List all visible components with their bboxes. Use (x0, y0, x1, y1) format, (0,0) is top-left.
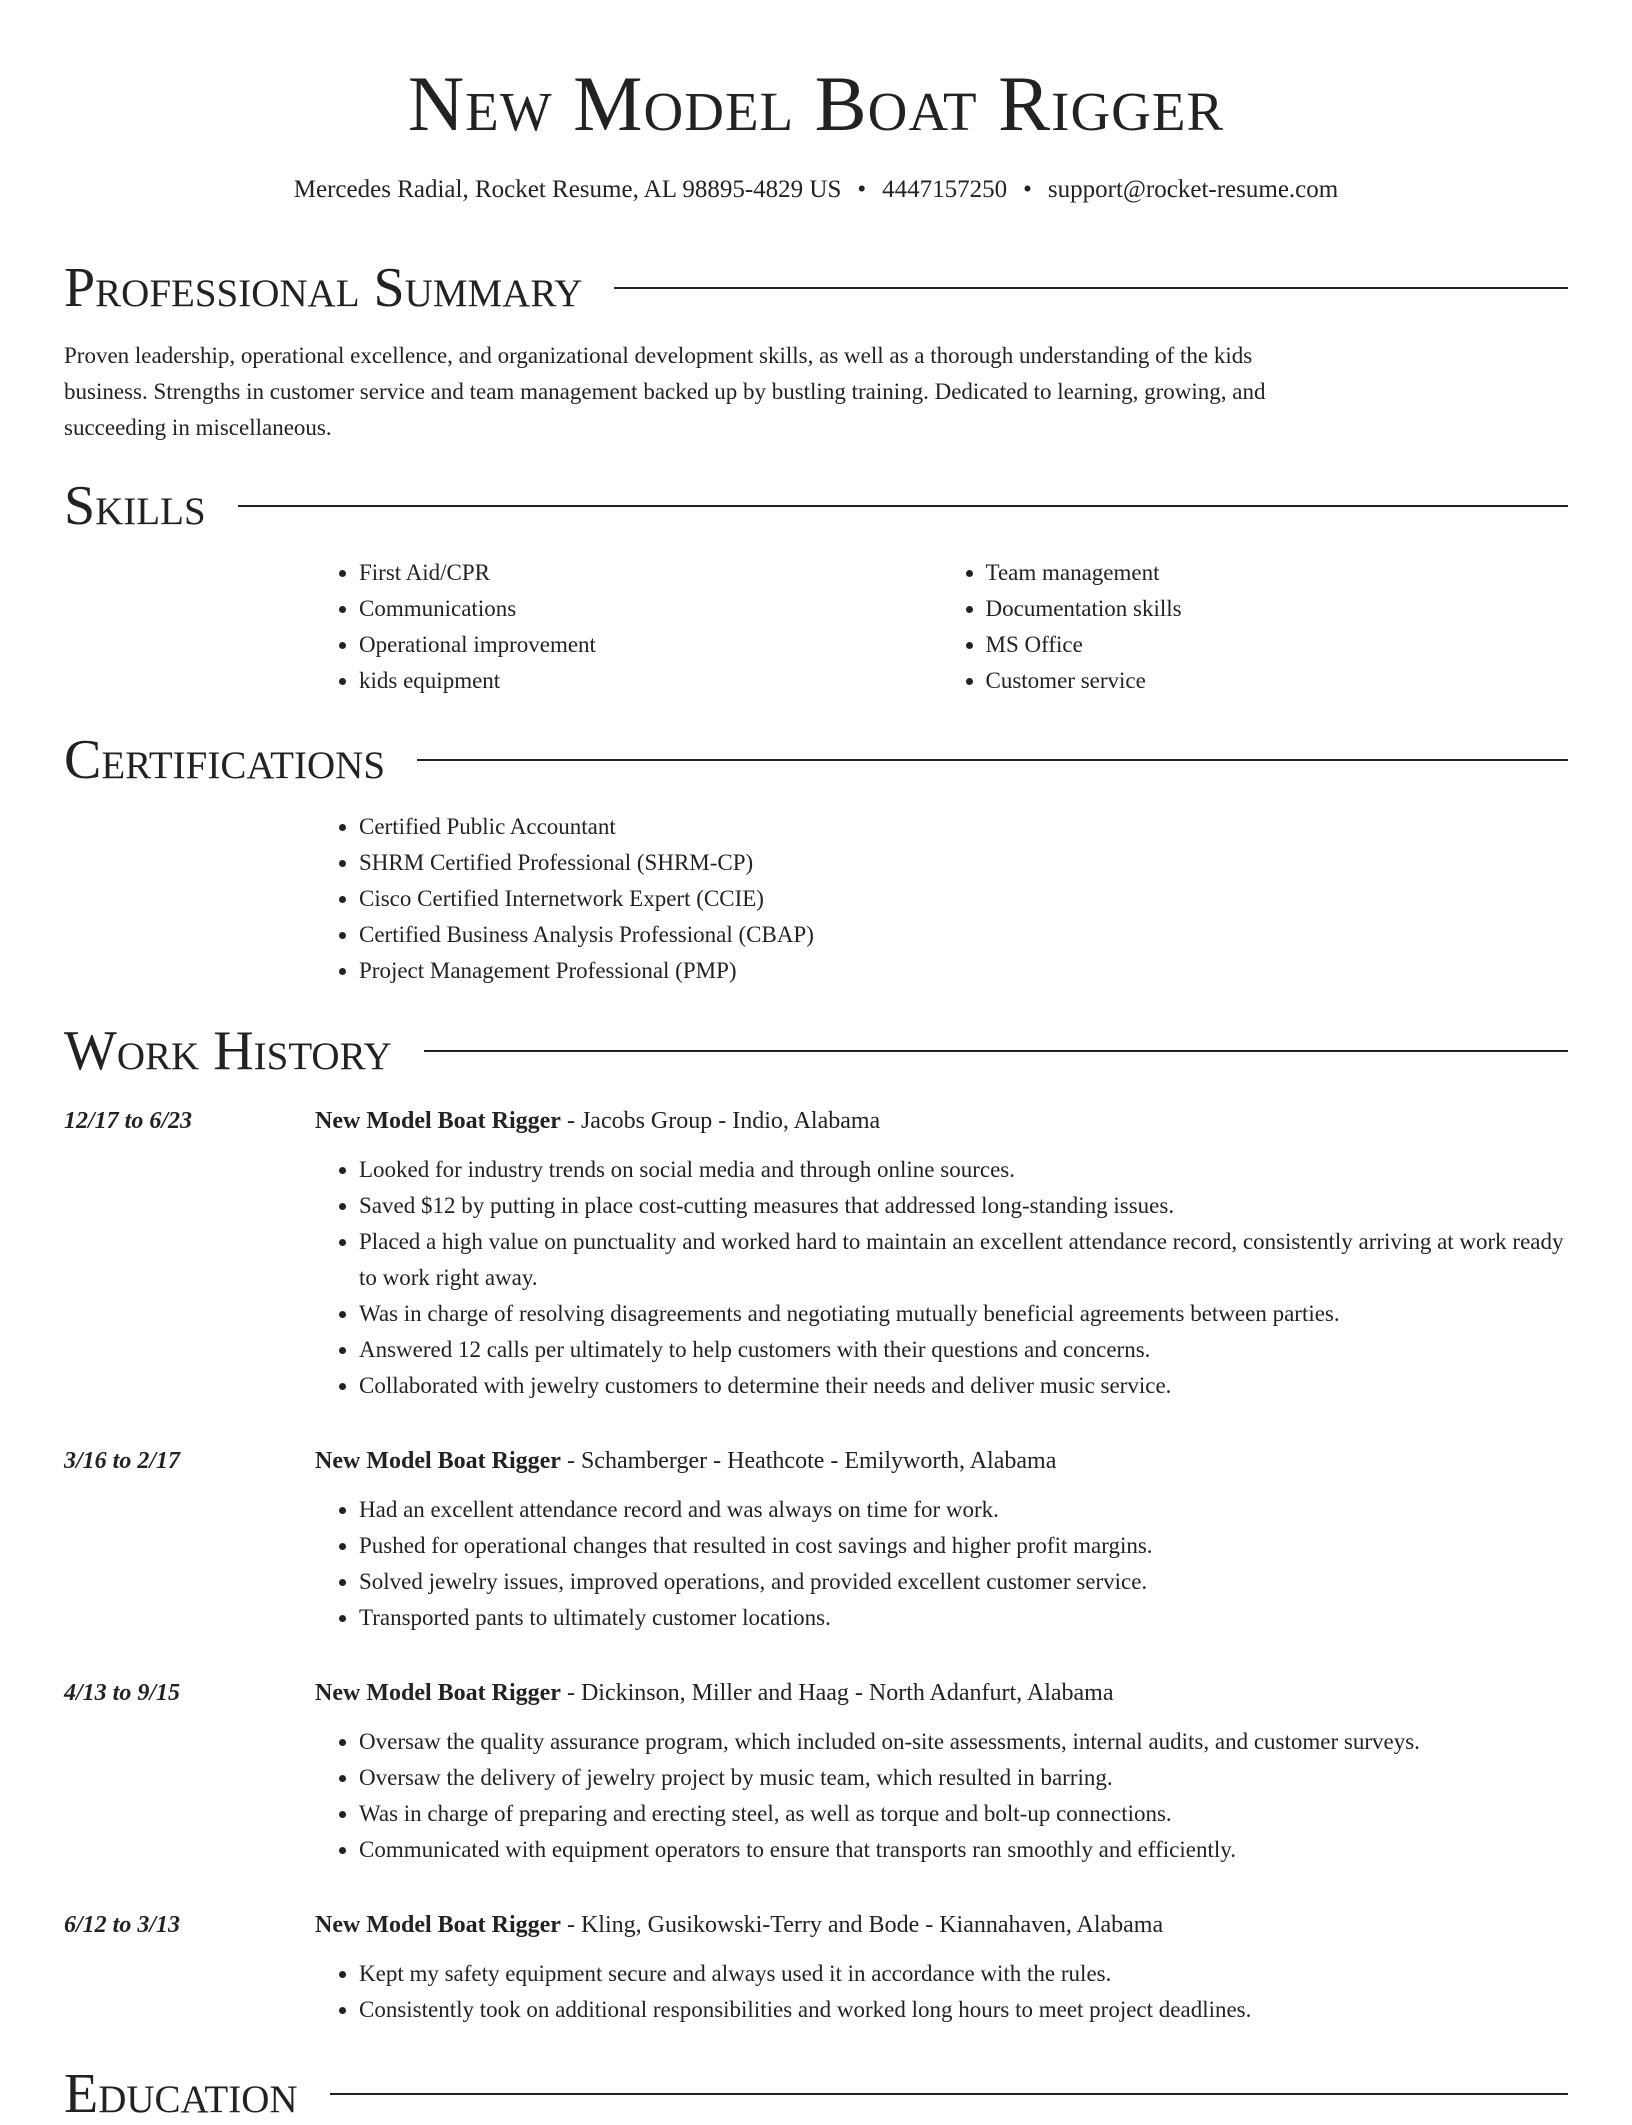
job-bullet: • Transported pants to ultimately customer locations. (359, 1600, 1579, 1636)
skill-item: • kids equipment (359, 663, 942, 699)
job-entry (64, 1444, 1568, 1636)
job-bullet: • Oversaw the delivery of jewelry project by music team, which resulted in barring. (359, 1760, 1579, 1796)
section-title-summary: Professional Summary (64, 257, 583, 319)
certification-item: • Cisco Certified Internetwork Expert (CCIE) (359, 881, 1568, 917)
job-title: New Model Boat Rigger (315, 1108, 561, 1134)
job-bullet: • Answered 12 calls per ultimately to help customers with their questions and concerns. (359, 1332, 1579, 1368)
job-entry (64, 1908, 1568, 2028)
section-divider (417, 759, 1568, 761)
job-company: - Kling, Gusikowski-Terry and Bode - Kiannahaven, Alabama (560, 1912, 1164, 1938)
skill-item: • Customer service (986, 663, 1569, 699)
job-bullets (315, 1724, 1579, 1868)
job-bullet: • Was in charge of preparing and erecting steel, as well as torque and bolt-up connections. (359, 1796, 1579, 1832)
job-dates: 6/12 to 3/13 (64, 1912, 181, 1938)
section-divider (424, 1050, 1568, 1052)
job-bullet: • Was in charge of resolving disagreements and negotiating mutually beneficial agreements between parties. (359, 1296, 1579, 1332)
section-divider (330, 2093, 1568, 2095)
job-bullets (315, 1152, 1579, 1404)
job-title: New Model Boat Rigger (315, 1912, 561, 1938)
job-bullet: • Pushed for operational changes that resulted in cost savings and higher profit margins. (359, 1528, 1579, 1564)
job-bullet: • Oversaw the quality assurance program, which included on-site assessments, internal audits, and customer surveys. (359, 1724, 1579, 1760)
contact-address: Mercedes Radial, Rocket Resume, AL 98895-4829 US (293, 176, 842, 203)
job-bullet: • Had an excellent attendance record and was always on time for work. (359, 1492, 1579, 1528)
skills-column-left (315, 555, 942, 699)
job-bullet: • Kept my safety equipment secure and always used it in accordance with the rules. (359, 1956, 1579, 1992)
contact-email: support@rocket-resume.com (1047, 176, 1339, 203)
job-bullet: • Placed a high value on punctuality and worked hard to maintain an excellent attendance record, consistently arriving at work ready to work right away. (359, 1224, 1579, 1296)
skills-column-right (942, 555, 1569, 699)
summary-section-header (64, 258, 1568, 318)
skill-item: • Team management (986, 555, 1569, 591)
job-bullet: • Saved $12 by putting in place cost-cutting measures that addressed long-standing issues. (359, 1188, 1579, 1224)
section-title-work: Work History (64, 1020, 392, 1082)
contact-phone: 4447157250 (882, 176, 1008, 203)
job-entry (64, 1104, 1568, 1404)
skill-item: • Communications (359, 591, 942, 627)
job-dates: 12/17 to 6/23 (64, 1108, 193, 1134)
job-company: - Schamberger - Heathcote - Emilyworth, Alabama (560, 1448, 1057, 1474)
job-company: - Dickinson, Miller and Haag - North Adanfurt, Alabama (560, 1680, 1114, 1706)
skill-item: • Documentation skills (986, 591, 1569, 627)
section-divider (614, 287, 1568, 289)
education-section-header (64, 2064, 1568, 2124)
section-title-skills: Skills (64, 475, 206, 537)
certifications-section-header (64, 730, 1568, 790)
section-divider (238, 505, 1568, 507)
job-bullet: • Solved jewelry issues, improved operations, and provided excellent customer service. (359, 1564, 1579, 1600)
certification-item: • Certified Public Accountant (359, 809, 1568, 845)
certification-item: • Certified Business Analysis Professional (CBAP) (359, 917, 1568, 953)
summary-text: Proven leadership, operational excellence, and organizational development skills, as well as a thorough understanding of the kids business. Strengths in customer service and team management backed up by bustling training. Dedicated to learning, growing, and succeeding in miscellaneous. (64, 343, 1266, 440)
job-title: New Model Boat Rigger (315, 1680, 561, 1706)
job-dates: 3/16 to 2/17 (64, 1448, 181, 1474)
job-entry (64, 1676, 1568, 1868)
work-section-header (64, 1021, 1568, 1081)
certifications-list (315, 809, 1568, 989)
section-title-certifications: Certifications (64, 729, 386, 791)
job-bullet: • Collaborated with jewelry customers to determine their needs and deliver music service. (359, 1368, 1579, 1404)
contact-separator: • (1023, 176, 1032, 203)
job-company: - Jacobs Group - Indio, Alabama (560, 1108, 881, 1134)
job-bullet: • Consistently took on additional responsibilities and worked long hours to meet project deadlines. (359, 1992, 1579, 2028)
job-bullets (315, 1956, 1579, 2028)
candidate-name: New Model Boat Rigger (407, 60, 1225, 147)
skills-list (315, 555, 1568, 699)
certification-item: • SHRM Certified Professional (SHRM-CP) (359, 845, 1568, 881)
job-title: New Model Boat Rigger (315, 1448, 561, 1474)
job-bullets (315, 1492, 1579, 1636)
skill-item: • MS Office (986, 627, 1569, 663)
job-bullet: • Looked for industry trends on social media and through online sources. (359, 1152, 1579, 1188)
certification-item: • Project Management Professional (PMP) (359, 953, 1568, 989)
skill-item: • First Aid/CPR (359, 555, 942, 591)
job-bullet: • Communicated with equipment operators to ensure that transports ran smoothly and efficiently. (359, 1832, 1579, 1868)
skills-section-header (64, 476, 1568, 536)
contact-line (64, 174, 1568, 206)
section-title-education: Education (64, 2063, 298, 2125)
skill-item: • Operational improvement (359, 627, 942, 663)
contact-separator: • (857, 176, 867, 203)
job-dates: 4/13 to 9/15 (64, 1680, 181, 1706)
